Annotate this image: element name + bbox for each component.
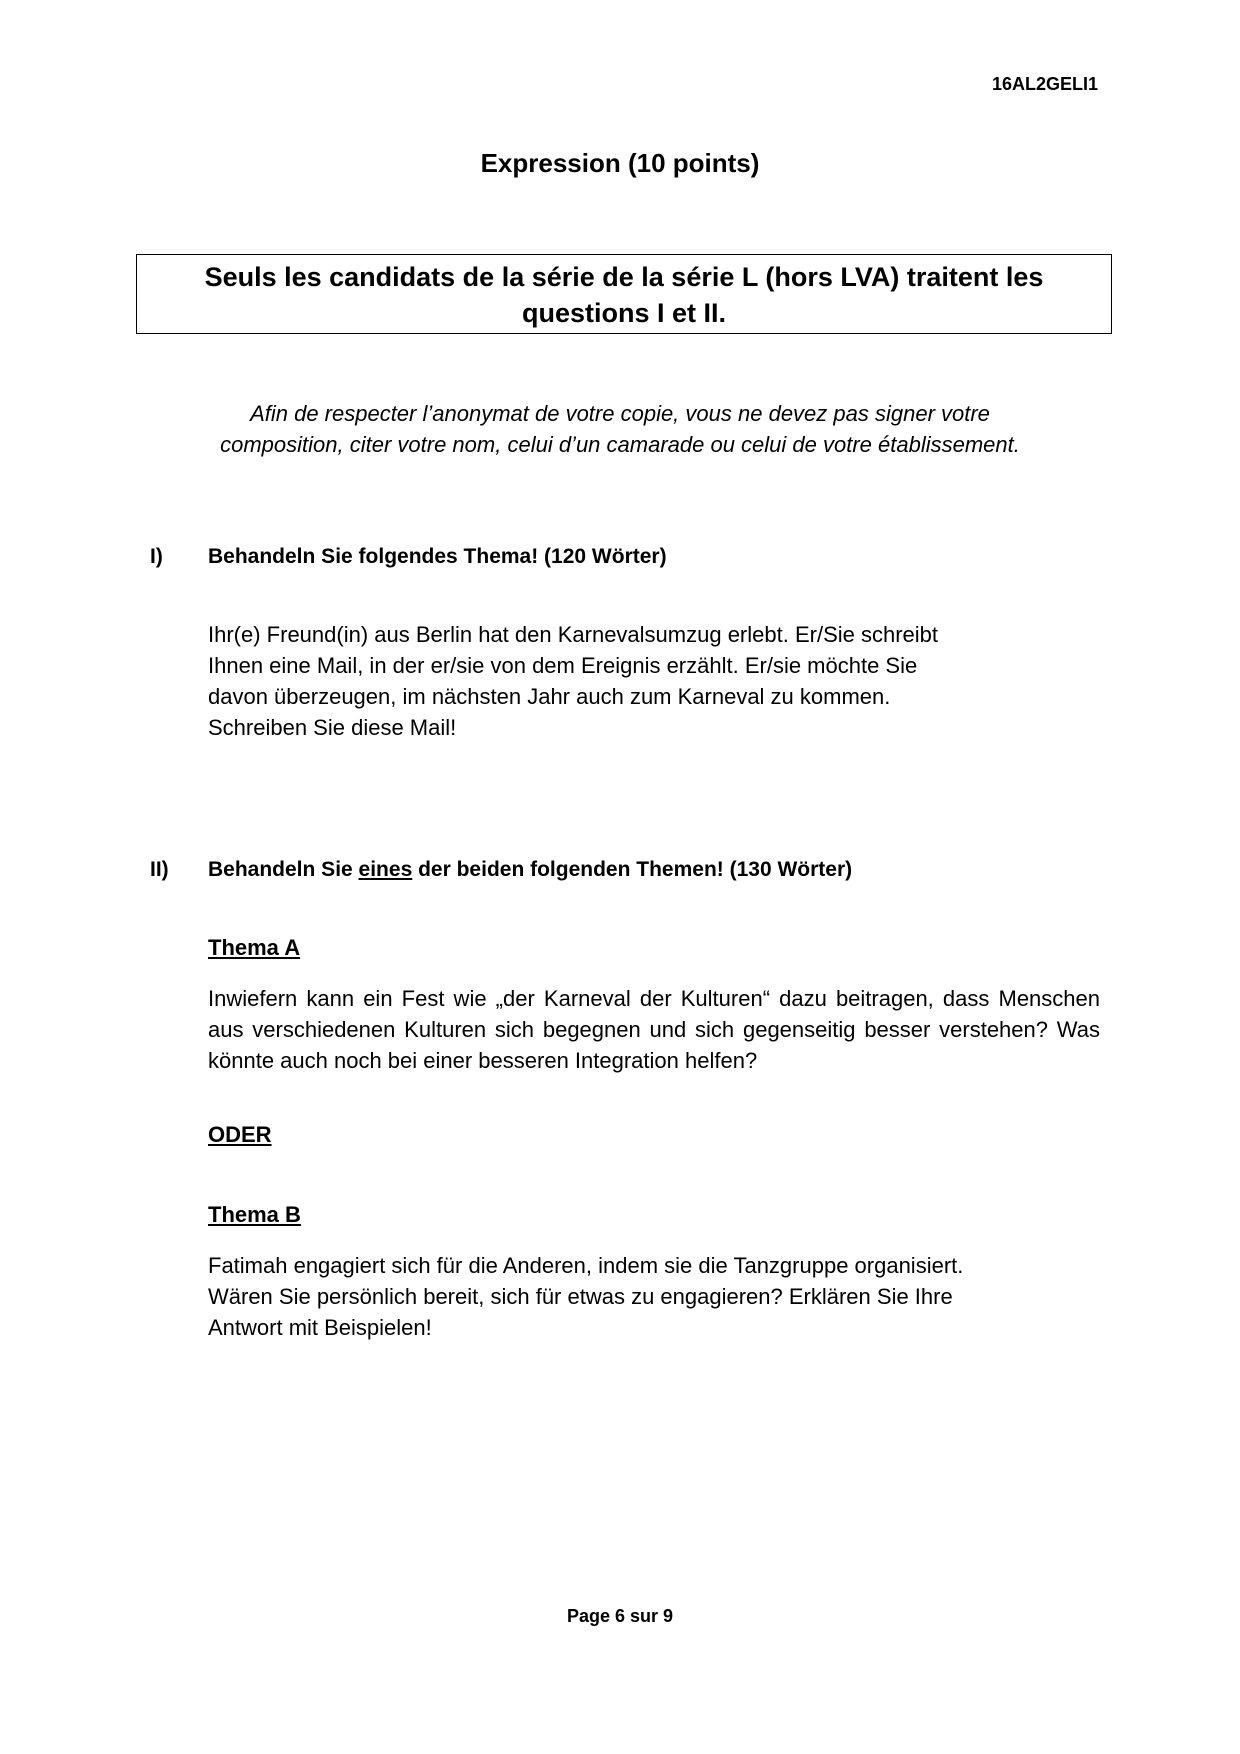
thema-a-text: Inwiefern kann ein Fest wie „der Karneval der Kulturen“ dazu beitragen, dass Menschen aus verschiedenen Kulturen sich begegnen und sich gegenseitig besser verstehen? Was könnte auch noch bei einer besseren Integration helfen?	[208, 986, 1100, 1073]
thema-a-title: Thema A	[208, 935, 301, 960]
notice-line-1: Seuls les candidats de la série de la série L (hors LVA) traitent les	[204, 262, 1044, 292]
thema-b-line: Fatimah engagiert sich für die Anderen, indem sie die Tanzgruppe organisiert.	[208, 1253, 964, 1278]
thema-b-line: Antwort mit Beispielen!	[208, 1315, 432, 1340]
section-1-number: I)	[150, 545, 163, 568]
section-1-line: Schreiben Sie diese Mail!	[208, 715, 457, 740]
page-title: Expression (10 points)	[480, 148, 760, 178]
anonymity-line-2: composition, citer votre nom, celui d’un camarade ou celui de votre établissement.	[220, 432, 1020, 457]
thema-b-title: Thema B	[208, 1202, 301, 1227]
section-2-number: II)	[150, 858, 169, 881]
notice-box	[136, 254, 1112, 334]
section-1-heading: Behandeln Sie folgendes Thema! (120 Wörter)	[208, 545, 667, 568]
page-number: Page 6 sur 9	[566, 1606, 674, 1626]
thema-b-text	[208, 1250, 1100, 1343]
anonymity-note	[140, 398, 1100, 460]
section-1-line: Ihr(e) Freund(in) aus Berlin hat den Karnevalsumzug erlebt. Er/Sie schreibt	[208, 622, 939, 647]
thema-b-line: Wären Sie persönlich bereit, sich für etwas zu engagieren? Erklären Sie Ihre	[208, 1284, 953, 1309]
section-2-heading-end: der beiden folgenden Themen! (130 Wörter)	[412, 858, 853, 881]
section-1-prompt	[208, 619, 1100, 743]
notice-line-2: questions I et II.	[521, 298, 727, 328]
section-2-heading-start: Behandeln Sie	[208, 858, 359, 881]
document-code: 16AL2GELI1	[991, 74, 1098, 94]
section-2-heading-emphasis: eines	[358, 858, 413, 881]
section-1-line: Ihnen eine Mail, in der er/sie von dem Ereignis erzählt. Er/sie möchte Sie	[208, 653, 918, 678]
section-1-line: davon überzeugen, im nächsten Jahr auch zum Karneval zu kommen.	[208, 684, 891, 709]
oder-label: ODER	[208, 1122, 272, 1147]
anonymity-line-1: Afin de respecter l’anonymat de votre copie, vous ne devez pas signer votre	[250, 401, 990, 426]
section-2-heading	[208, 858, 852, 882]
